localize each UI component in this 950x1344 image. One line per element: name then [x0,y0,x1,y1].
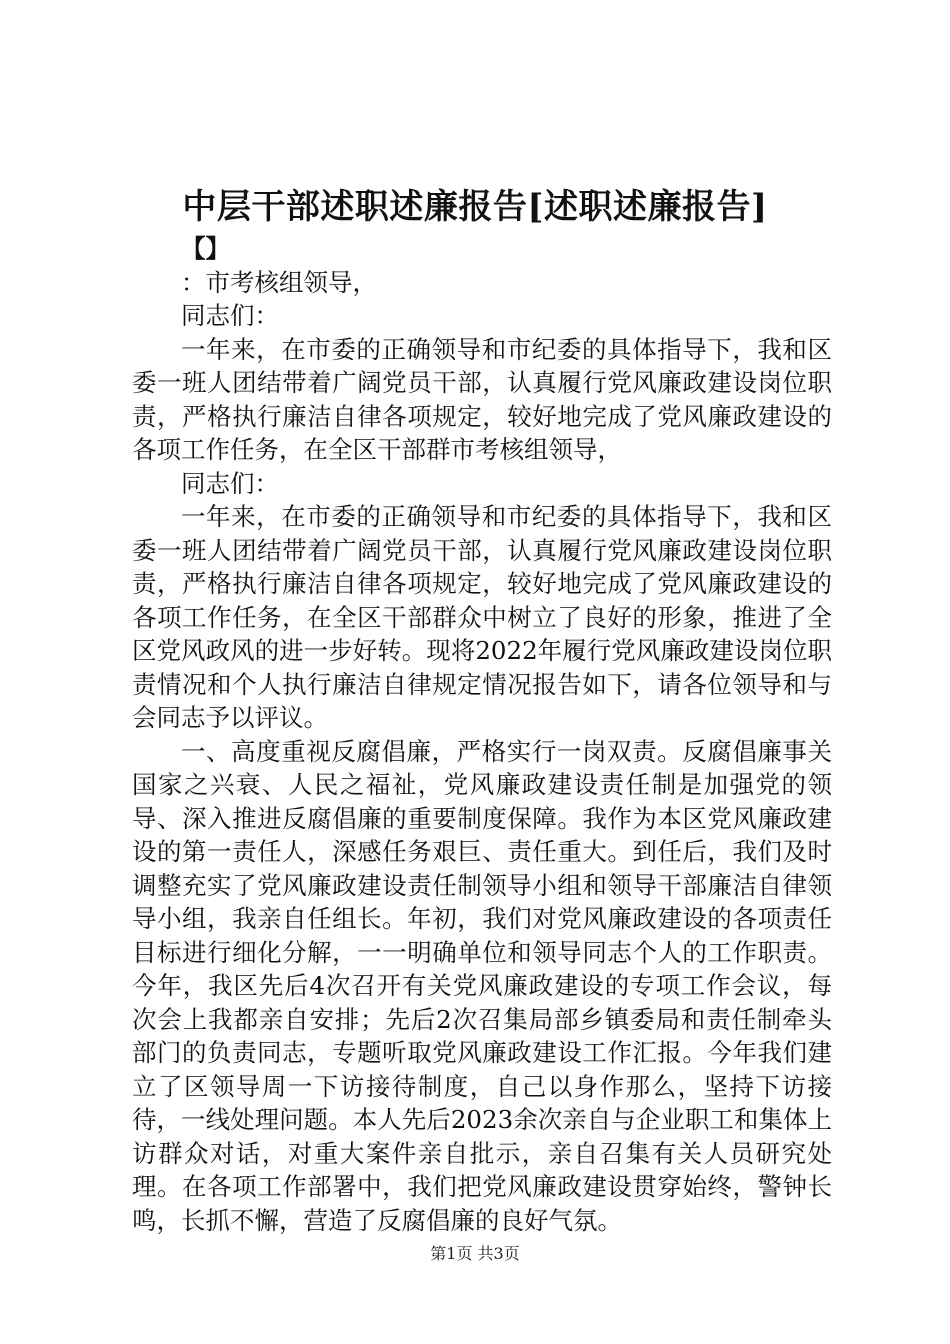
bracket-line: 【】 [181,234,230,263]
page-footer: 第1页 共3页 [430,1244,520,1263]
greeting-line: 同志们： [181,301,279,330]
document-body [132,232,832,1237]
paragraph: 一年来，在市委的正确领导和市纪委的具体指导下，我和区委一班人团结带着广阔党员干部，认真履行党风廉政建设岗位职责，严格执行廉洁自律各项规定，较好地完成了党风廉政建设的各项工作任务，在全区干部群众中树立了良好的形象，推进了全区党风政风的进一步好转。现将2022年履行党风廉政建设岗位职责情况和个人执行廉洁自律规定情况报告如下，请各位领导和与会同志予以评议。 [132,502,832,732]
paragraph: 一年来，在市委的正确领导和市纪委的具体指导下，我和区委一班人团结带着广阔党员干部，认真履行党风廉政建设岗位职责，严格执行廉洁自律各项规定，较好地完成了党风廉政建设的各项工作任务，在全区干部群市考核组领导， [132,334,832,464]
addressee-line: ：市考核组领导， [181,267,377,297]
document-title: 中层干部述职述廉报告[述职述廉报告] [182,187,768,227]
paragraph: 一、高度重视反腐倡廉，严格实行一岗双责。反腐倡廉事关国家之兴衰、人民之福祉，党风廉政建设责任制是加强党的领导、深入推进反腐倡廉的重要制度保障。我作为本区党风廉政建设的第一责任人，深感任务艰巨、责任重大。到任后，我们及时调整充实了党风廉政建设责任制领导小组和领导干部廉洁自律领导小组，我亲自任组长。年初，我们对党风廉政建设的各项责任目标进行细化分解，一一明确单位和领导同志个人的工作职责。今年，我区先后4次召开有关党风廉政建设的专项工作会议，每次会上我都亲自安排；先后2次召集局部乡镇委局和责任制牵头部门的负责同志，专题听取党风廉政建设工作汇报。今年我们建立了区领导周一下访接待制度，自己以身作那么，坚持下访接待，一线处理问题。本人先后2023余次亲自与企业职工和集体上访群众对话，对重大案件亲自批示，亲自召集有关人员研究处理。在各项工作部署中，我们把党风廉政建设贯穿始终，警钟长鸣，长抓不懈，营造了反腐倡廉的良好气氛。 [132,736,832,1235]
paragraph: 同志们： [181,468,279,498]
